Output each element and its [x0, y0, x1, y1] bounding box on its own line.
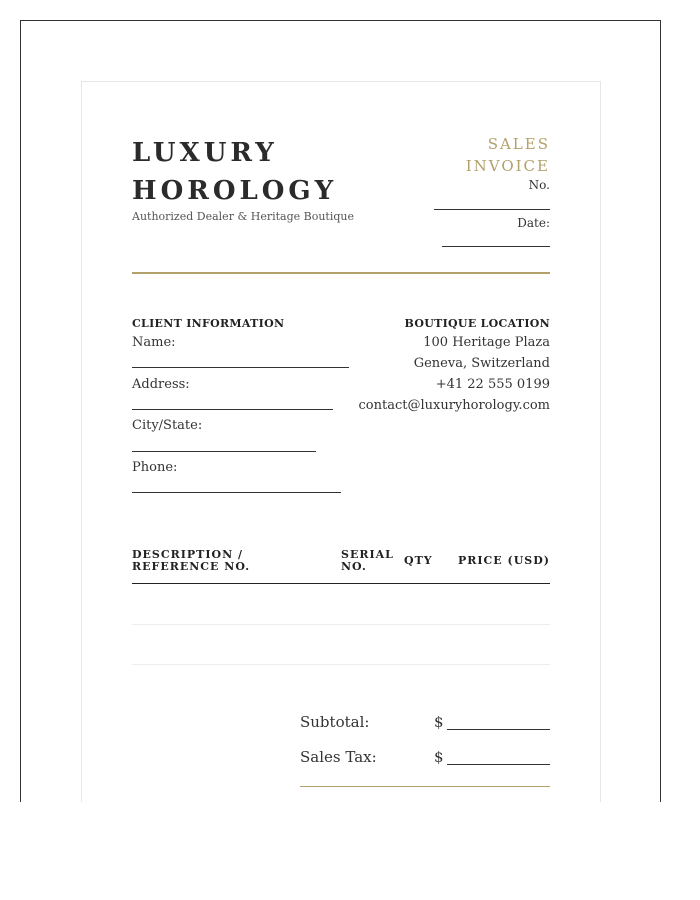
- brand-name-line1: LUXURY: [132, 138, 278, 168]
- client-city-field[interactable]: [132, 451, 316, 452]
- invoice-title-line2: INVOICE: [465, 157, 550, 175]
- subtotal-currency: $: [434, 713, 444, 731]
- boutique-heading: BOUTIQUE LOCATION: [404, 317, 550, 330]
- invoice-number-field[interactable]: [434, 209, 550, 210]
- subtotal-field[interactable]: [447, 729, 550, 730]
- sales-tax-label: Sales Tax:: [300, 748, 377, 766]
- subtotal-label: Subtotal:: [300, 713, 370, 731]
- client-name-label: Name:: [132, 335, 176, 350]
- invoice-number-label: No.: [528, 178, 550, 192]
- boutique-email-line: contact@luxuryhorology.com: [358, 398, 550, 413]
- col-header-serial: SERIAL NO.: [341, 548, 394, 573]
- client-address-label: Address:: [132, 377, 190, 392]
- client-name-field[interactable]: [132, 367, 349, 368]
- table-row[interactable]: [132, 585, 550, 624]
- table-row[interactable]: [132, 625, 550, 664]
- brand-tagline: Authorized Dealer & Heritage Boutique: [132, 210, 355, 223]
- brand-name-line2: HOROLOGY: [132, 176, 338, 206]
- invoice-title-line1: SALES: [487, 135, 550, 153]
- totals-divider: [300, 786, 550, 787]
- col-header-price: PRICE (USD): [457, 554, 550, 567]
- client-phone-field[interactable]: [132, 492, 341, 493]
- row-divider: [132, 664, 550, 665]
- col-header-description: DESCRIPTION / REFERENCE NO.: [132, 548, 251, 573]
- invoice-title: [466, 133, 550, 177]
- boutique-city-line: Geneva, Switzerland: [413, 356, 550, 371]
- col-header-qty: QTY: [404, 554, 433, 567]
- table-header-rule: [132, 583, 550, 584]
- client-address-field[interactable]: [132, 409, 333, 410]
- client-phone-label: Phone:: [132, 460, 178, 475]
- invoice-date-field[interactable]: [442, 246, 550, 247]
- boutique-address-line: 100 Heritage Plaza: [423, 335, 550, 350]
- sales-tax-currency: $: [434, 748, 444, 766]
- invoice-date-label: Date:: [517, 216, 550, 230]
- boutique-phone-line: +41 22 555 0199: [435, 377, 550, 392]
- header-divider: [132, 272, 550, 274]
- brand-name: [132, 134, 337, 210]
- client-city-label: City/State:: [132, 418, 203, 433]
- sales-tax-field[interactable]: [447, 764, 550, 765]
- client-info-heading: CLIENT INFORMATION: [132, 317, 285, 330]
